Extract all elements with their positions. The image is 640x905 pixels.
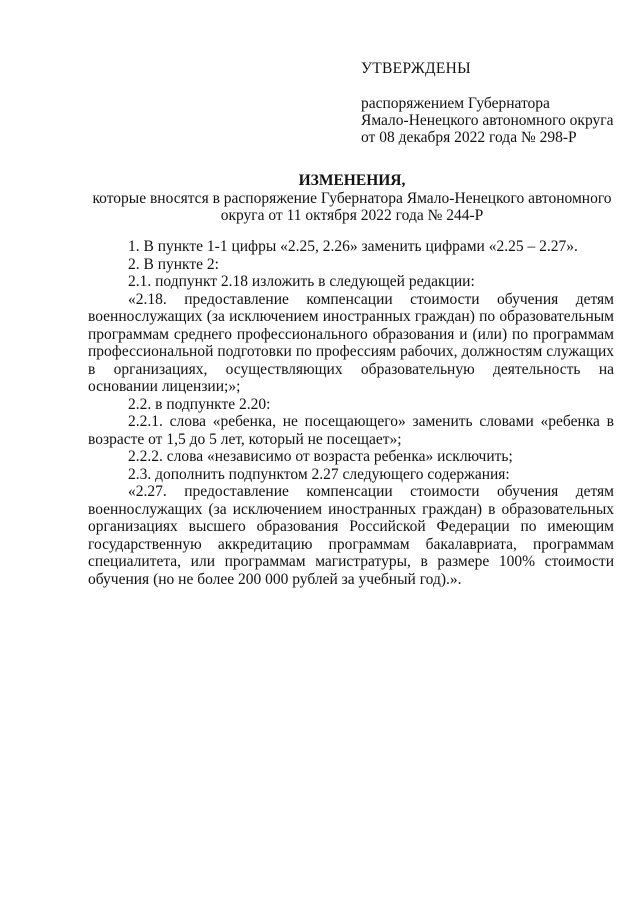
paragraph-2-2: 2.2. в подпункте 2.20: — [128, 395, 271, 413]
paragraph-1: 1. В пункте 1-1 цифры «2.25, 2.26» заменить цифрами «2.25 – 2.27». — [128, 238, 578, 255]
approval-stamp-block — [361, 60, 623, 146]
paragraph-2-2-2: 2.2.2. слова «независимо от возраста ребенка» исключить; — [128, 448, 513, 465]
paragraph-2-1: 2.1. подпункт 2.18 изложить в следующей редакции: — [128, 273, 475, 290]
approval-line-2: Ямало-Ненецкого автономного округа — [361, 112, 614, 129]
approval-line-1: распоряжением Губернатора — [361, 95, 550, 112]
paragraph-2: 2. В пункте 2: — [128, 255, 219, 273]
document-title-block — [88, 172, 616, 224]
document-body — [88, 238, 614, 588]
approval-heading: УТВЕРЖДЕНЫ — [361, 60, 471, 77]
paragraph-2-27-text: «2.27. предоставление компенсации стоимости обучения детям военнослужащих (за исключением иностранных граждан) в образовательных организациях высшего образования Российской Федерации по имеющим государственную аккредитацию программам бакалавриата, программам специалитета, или программам магистратуры, в размере 100% стоимости обучения (но не более 200 000 рублей за учебный год).». — [88, 483, 614, 588]
paragraph-2-2-1: 2.2.1. слова «ребенка, не посещающего» заменить словами «ребенка в возрасте от 1,5 до 5 лет, который не посещает»; — [88, 413, 614, 448]
document-title: ИЗМЕНЕНИЯ, — [298, 172, 406, 189]
approval-line-3: от 08 декабря 2022 года № 298-Р — [361, 129, 577, 146]
paragraph-2-18-text: «2.18. предоставление компенсации стоимости обучения детям военнослужащих (за исключением иностранных граждан) по образовательным программам среднего профессионального образования и (или) по программам профессиональной подготовки по профессиям рабочих, должностям служащих в организациях, осуществляющих образовательную деятельность на основании лицензии;»; — [88, 290, 614, 395]
document-subtitle: которые вносятся в распоряжение Губернатора Ямало-Ненецкого автономного округа от 11 октября 2022 года № 244-Р — [92, 190, 612, 224]
paragraph-2-3: 2.3. дополнить подпунктом 2.27 следующего содержания: — [128, 465, 510, 483]
